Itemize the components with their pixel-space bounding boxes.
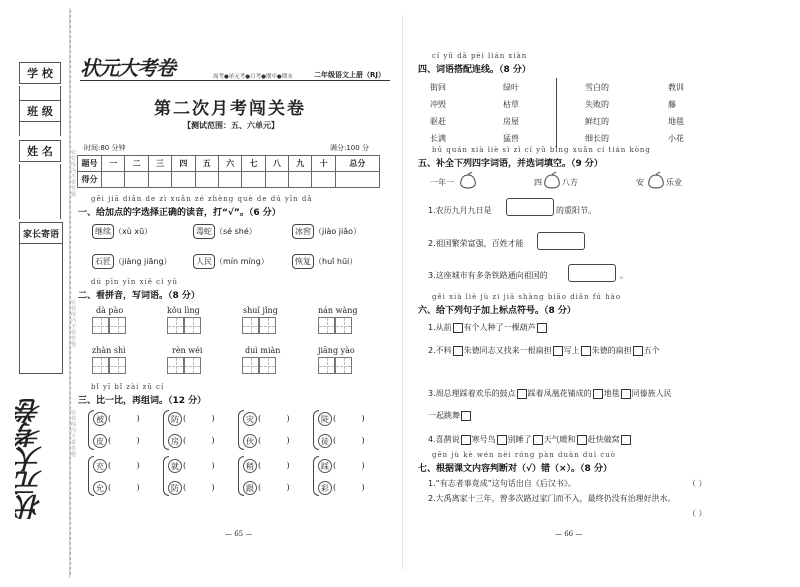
q1-title: 一、给加点的字选择正确的读音，打“√”。（6 分） (78, 208, 281, 218)
punct-text: 赶快做窝 (587, 435, 620, 444)
score-cell[interactable] (102, 172, 125, 188)
compare-char: 灾 (243, 412, 257, 426)
punct-text: 4.喜鹊说 (428, 435, 460, 444)
punct-box[interactable] (497, 435, 507, 445)
parent-sign-field[interactable] (19, 222, 63, 244)
writing-cell[interactable] (242, 317, 259, 334)
punct-box[interactable] (453, 323, 463, 333)
punct-text: 地毯 (603, 389, 620, 398)
q2-pinyin-word: zhàn shì (92, 346, 126, 355)
q3-title: 三、比一比，再组词。（12 分） (78, 396, 207, 406)
punct-box[interactable] (581, 346, 591, 356)
punct-text: 写上 (563, 346, 580, 355)
page-title: 第二次月考闯关卷 (154, 99, 306, 119)
q2-pinyin-word: duì miàn (245, 346, 281, 355)
punct-text: 朱德同志又找来一根扁担 (463, 346, 552, 355)
score-cell[interactable] (242, 172, 265, 188)
score-cell[interactable] (172, 172, 195, 188)
match-word[interactable]: 猛兽 (503, 134, 519, 143)
q2-pinyin-word: jiāng yào (318, 346, 355, 355)
full-score: 满分:100 分 (330, 144, 369, 152)
judge-paren[interactable]: （ ） (688, 509, 707, 518)
punct-box[interactable] (461, 411, 471, 421)
q1-word: 毒蛇 (193, 224, 215, 239)
match-divider (556, 78, 557, 148)
sidebar-logo-text: 状元大考卷 (16, 400, 46, 520)
q2-pinyin-word: shuǐ jǐng (243, 306, 278, 315)
q1-reading: （mín míng） (215, 257, 269, 266)
q1-reading: （xù xū） (114, 227, 153, 236)
sidebar-lines (19, 164, 61, 219)
writing-cell[interactable] (167, 357, 184, 374)
punct-box[interactable] (453, 346, 463, 356)
q4-title: 四、词语搭配连线。（8 分） (418, 65, 531, 75)
answer-paren[interactable]: ( ) (183, 414, 215, 423)
page-divider (402, 15, 403, 570)
score-cell[interactable] (312, 172, 335, 188)
punct-text: 2.不料 (428, 346, 452, 355)
punct-text: 一起跳舞 (428, 411, 460, 420)
answer-paren[interactable]: ( ) (108, 461, 140, 470)
match-word[interactable]: 长满 (430, 134, 446, 143)
q7-pinyin: gēn jù kè wén nèi róng pàn duàn duì cuò (432, 451, 617, 459)
q2-pinyin-word: rèn wéi (172, 346, 203, 355)
q4-pinyin: cí yǔ dā pèi lián xiàn (432, 52, 528, 60)
writing-cell[interactable] (318, 317, 335, 334)
punct-box[interactable] (517, 389, 527, 399)
q1-item[interactable] (292, 224, 361, 239)
q6-title: 六、给下列句子加上标点符号。（8 分） (418, 306, 576, 316)
punct-text: 3.周总理踩着欢乐的鼓点 (428, 389, 516, 398)
score-cell[interactable] (125, 172, 148, 188)
table-row (78, 172, 380, 188)
punct-box[interactable] (461, 435, 471, 445)
q1-word: 人民 (193, 254, 215, 269)
compare-char: 房 (168, 434, 182, 448)
match-word[interactable]: 细长的 (585, 134, 609, 143)
compare-char: 防 (168, 481, 182, 495)
punct-box[interactable] (553, 346, 563, 356)
answer-paren[interactable]: ( ) (108, 436, 140, 445)
punct-line (428, 410, 472, 421)
answer-paren[interactable]: ( ) (258, 483, 290, 492)
compare-char: 踩 (318, 459, 332, 473)
q5-title: 五、补全下列四字词语，并选词填空。（9 分） (418, 159, 603, 169)
q2-pinyin: dú pīn yīn xiě cí yǔ (91, 278, 178, 286)
answer-paren[interactable]: ( ) (183, 461, 215, 470)
q5-pinyin: bǔ quán xià liè sì zì cí yǔ bìng xuǎn cí tián kòng (432, 146, 651, 154)
writing-cell[interactable] (92, 357, 109, 374)
punct-box[interactable] (533, 435, 543, 445)
page-number-left: — 65 — (225, 530, 253, 538)
sidebar-logo (12, 400, 72, 520)
punct-box[interactable] (621, 435, 631, 445)
writing-cell[interactable] (109, 357, 126, 374)
q3-pinyin: bǐ yī bǐ zài zǔ cí (91, 383, 165, 391)
fill-sentence: 。 (620, 271, 628, 280)
compare-char: 充 (93, 459, 107, 473)
header-logo: 状元大考卷 (80, 56, 175, 80)
punct-text: 有个人种了一棵葫芦 (463, 323, 536, 332)
judge-paren[interactable]: （ ） (688, 479, 707, 488)
table-cell: 十 (312, 156, 335, 172)
idiom-suffix: 乐业 (666, 178, 682, 187)
match-word[interactable]: 失败的 (585, 100, 609, 109)
peach-icon[interactable] (646, 172, 666, 190)
q2-pinyin-word: kǒu lìng (167, 306, 200, 315)
q1-reading: （sé shé） (215, 227, 257, 236)
punct-text: 朱德的扁担 (591, 346, 632, 355)
table-cell: 四 (172, 156, 195, 172)
q2-pinyin-word: dà pào (96, 306, 124, 315)
match-word[interactable]: 房屋 (503, 117, 519, 126)
table-cell: 题号 (78, 156, 102, 172)
seal-note: 密封线内不要答题 (71, 150, 77, 198)
judge-item: 2.大禹离家十三年，曾多次路过家门而不入，最终仍没有治理好洪水。 (428, 494, 676, 503)
seal-note: 密封线内不要答题 (71, 410, 77, 458)
fill-sentence: 3.这座城市有多条铁路通向祖国的 (428, 271, 548, 280)
score-table (77, 155, 380, 188)
answer-paren[interactable]: ( ) (258, 414, 290, 423)
answer-paren[interactable]: ( ) (333, 436, 365, 445)
q1-item[interactable] (193, 254, 269, 269)
match-word[interactable]: 街回 (430, 83, 446, 92)
table-cell: 得分 (78, 172, 102, 188)
name-label: 姓 名 (27, 145, 53, 158)
punct-line (428, 345, 660, 356)
table-cell: 二 (125, 156, 148, 172)
table-cell: 三 (148, 156, 171, 172)
q1-item[interactable] (92, 224, 152, 239)
q1-word: 冰窖 (292, 224, 314, 239)
parent-sign-area[interactable] (19, 244, 63, 374)
punct-text: 1.从前 (428, 323, 452, 332)
punct-line (428, 388, 672, 399)
writing-cell[interactable] (109, 317, 126, 334)
fill-sentence: 的重阳节。 (556, 206, 596, 215)
table-row (78, 156, 380, 172)
writing-cell[interactable] (335, 317, 352, 334)
idiom-prefix: 一年一 (430, 178, 454, 187)
grade-book: 二年级语文上册（RJ） (314, 71, 385, 79)
score-cell[interactable] (195, 172, 218, 188)
score-cell[interactable] (148, 172, 171, 188)
seal-note: 密封线内不要答题 (71, 300, 77, 348)
header-rule (80, 80, 390, 81)
q1-reading: （jiàng jiāng） (114, 257, 172, 266)
match-word[interactable]: 枯草 (503, 100, 519, 109)
compare-char: 就 (168, 459, 182, 473)
answer-paren[interactable]: ( ) (183, 483, 215, 492)
q1-reading: （jiào jiǎo） (314, 227, 362, 236)
compare-char: 稍 (243, 459, 257, 473)
writing-cell[interactable] (242, 357, 259, 374)
punct-line (428, 434, 632, 445)
compare-char: 防 (168, 412, 182, 426)
answer-paren[interactable]: ( ) (258, 461, 290, 470)
punct-text: 天气暖和 (543, 435, 576, 444)
answer-paren[interactable]: ( ) (333, 483, 365, 492)
score-cell[interactable] (218, 172, 241, 188)
peach-icon[interactable] (458, 172, 478, 190)
punct-text: 五个 (643, 346, 660, 355)
writing-cell[interactable] (184, 357, 201, 374)
test-range: 【测试范围：五、六单元】 (183, 121, 279, 130)
writing-cell[interactable] (184, 317, 201, 334)
compare-char: 陡 (318, 412, 332, 426)
q1-word: 石匠 (92, 254, 114, 269)
school-field[interactable] (19, 62, 61, 84)
answer-paren[interactable]: ( ) (183, 436, 215, 445)
compare-char: 彩 (318, 481, 332, 495)
fill-box[interactable] (568, 264, 616, 282)
q1-item[interactable] (92, 254, 172, 269)
compare-char: 皮 (93, 434, 107, 448)
score-cell[interactable] (265, 172, 288, 188)
idiom-prefix: 安 (636, 178, 644, 187)
judge-item: 1.“有志者事竟成”这句话出自《后汉书》。 (428, 479, 576, 488)
match-word[interactable]: 雪白的 (585, 83, 609, 92)
answer-paren[interactable]: ( ) (108, 483, 140, 492)
match-word[interactable]: 小花 (668, 134, 684, 143)
class-label: 班 级 (27, 105, 53, 118)
fill-sentence: 1.农历九月九日是 (428, 206, 492, 215)
compare-char: 允 (93, 481, 107, 495)
punct-text: 别睡了 (507, 435, 532, 444)
answer-paren[interactable]: ( ) (333, 414, 365, 423)
q1-item[interactable] (292, 254, 357, 269)
table-cell: 九 (289, 156, 312, 172)
answer-paren[interactable]: ( ) (333, 461, 365, 470)
table-cell: 六 (218, 156, 241, 172)
q1-word: 恢复 (292, 254, 314, 269)
writing-cell[interactable] (259, 317, 276, 334)
punct-box[interactable] (537, 323, 547, 333)
punct-box[interactable] (621, 389, 631, 399)
q7-title: 七、根据课文内容判断对（√）错（×）。（8 分） (418, 464, 612, 474)
punct-box[interactable] (593, 389, 603, 399)
header-series: 周考●单元考●月考●期中●期末 (213, 74, 293, 80)
match-word[interactable]: 绿叶 (503, 83, 519, 92)
punct-line (428, 322, 548, 333)
q1-reading: （huī hūi） (314, 257, 358, 266)
table-cell: 七 (242, 156, 265, 172)
writing-cell[interactable] (335, 357, 352, 374)
name-field[interactable] (19, 140, 61, 162)
table-cell: 一 (102, 156, 125, 172)
punct-text: 踩着凤凰花铺成的 (527, 389, 592, 398)
parent-sign-label: 家长寄语 (22, 229, 59, 240)
writing-cell[interactable] (92, 317, 109, 334)
punct-text: 同傣族人民 (631, 389, 672, 398)
exam-time: 时间:80 分钟 (84, 144, 126, 152)
q1-item[interactable] (193, 224, 257, 239)
fill-box[interactable] (537, 232, 585, 250)
idiom-suffix: 八方 (562, 178, 578, 187)
compare-char: 伙 (243, 434, 257, 448)
match-word[interactable]: 藤 (668, 100, 676, 109)
score-cell[interactable] (335, 172, 379, 188)
punct-box[interactable] (633, 346, 643, 356)
match-word[interactable]: 冲毁 (430, 100, 446, 109)
match-word[interactable]: 教训 (668, 83, 684, 92)
answer-paren[interactable]: ( ) (258, 436, 290, 445)
page-number-right: — 66 — (555, 530, 583, 538)
writing-cell[interactable] (318, 357, 335, 374)
compare-char: 跟 (243, 481, 257, 495)
fill-sentence: 2.祖国繁荣富强，百姓才能 (428, 239, 524, 248)
table-cell: 八 (265, 156, 288, 172)
school-label: 学 校 (27, 67, 53, 80)
q2-pinyin-word: nán wàng (318, 306, 358, 315)
fill-box[interactable] (506, 198, 554, 216)
writing-cell[interactable] (259, 357, 276, 374)
punct-box[interactable] (577, 435, 587, 445)
compare-char: 被 (93, 412, 107, 426)
answer-paren[interactable]: ( ) (108, 414, 140, 423)
idiom-prefix: 四 (534, 178, 542, 187)
q1-word: 继续 (92, 224, 114, 239)
peach-icon[interactable] (542, 172, 562, 190)
compare-char: 徒 (318, 434, 332, 448)
writing-cell[interactable] (167, 317, 184, 334)
match-word[interactable]: 驱赶 (430, 117, 446, 126)
q2-title: 二、看拼音，写词语。（8 分） (78, 291, 200, 301)
q6-pinyin: gěi xià liè jù zi jiā shàng biāo diǎn fú hào (432, 293, 622, 301)
q1-pinyin: gěi jiā diǎn de zì xuǎn zé zhèng què de dú yīn dǎ (91, 195, 313, 203)
table-cell: 总分 (335, 156, 379, 172)
score-cell[interactable] (289, 172, 312, 188)
match-word[interactable]: 地毯 (668, 117, 684, 126)
table-cell: 五 (195, 156, 218, 172)
match-word[interactable]: 鲜红的 (585, 117, 609, 126)
punct-text: 寒号鸟 (471, 435, 496, 444)
